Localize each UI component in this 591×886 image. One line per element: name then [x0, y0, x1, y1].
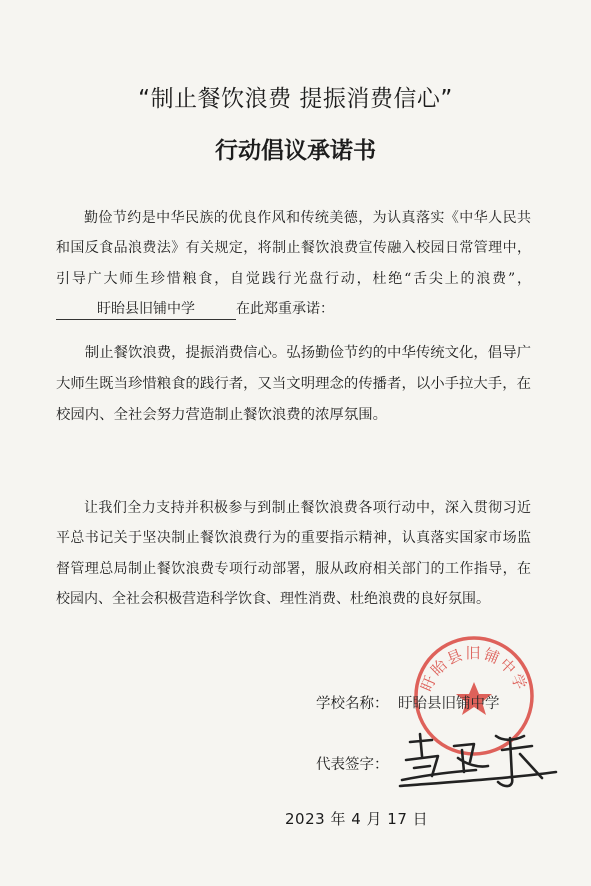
document-date: 2023 年 4 月 17 日	[285, 810, 429, 828]
school-name-value: 盱眙县旧铺中学	[398, 696, 500, 712]
paragraph-1	[56, 203, 531, 325]
school-name-label: 学校名称：	[316, 696, 389, 712]
paragraph-1-end: 在此郑重承诺：	[236, 301, 334, 318]
svg-text:盱眙县旧铺中学: 盱眙县旧铺中学	[417, 644, 531, 694]
handwritten-signature-icon	[392, 728, 562, 792]
document-title: 行动倡议承诺书	[215, 138, 376, 164]
representative-signature-label: 代表签字：	[316, 757, 389, 773]
school-name-fill: 盱眙县旧铺中学	[56, 299, 236, 320]
slogan-title: “制止餐饮浪费 提振消费信心”	[138, 86, 453, 112]
paragraph-2: 制止餐饮浪费，提振消费信心。弘扬勤俭节约的中华传统文化，倡导广大师生既当珍惜粮食的践行者，又当文明理念的传播者，以小手拉大手，在校园内、全社会努力营造制止餐饮浪费的浓厚氛围。	[56, 345, 531, 423]
paragraph-3: 让我们全力支持并积极参与到制止餐饮浪费各项行动中，深入贯彻习近平总书记关于坚决制止餐饮浪费行为的重要指示精神，认真落实国家市场监督管理总局制止餐饮浪费专项行动部署，服从政府相关部门的工作指导，在校园内、全社会积极营造科学饮食、理性消费、杜绝浪费的良好氛围。	[56, 500, 531, 608]
paragraph-1-text: 勤俭节约是中华民族的优良作风和传统美德，为认真落实《中华人民共和国反食品浪费法》有关规定，将制止餐饮浪费宣传融入校园日常管理中，引导广大师生珍惜粮食，自觉践行光盘行动，杜绝“舌尖上的浪费”，	[56, 210, 531, 287]
